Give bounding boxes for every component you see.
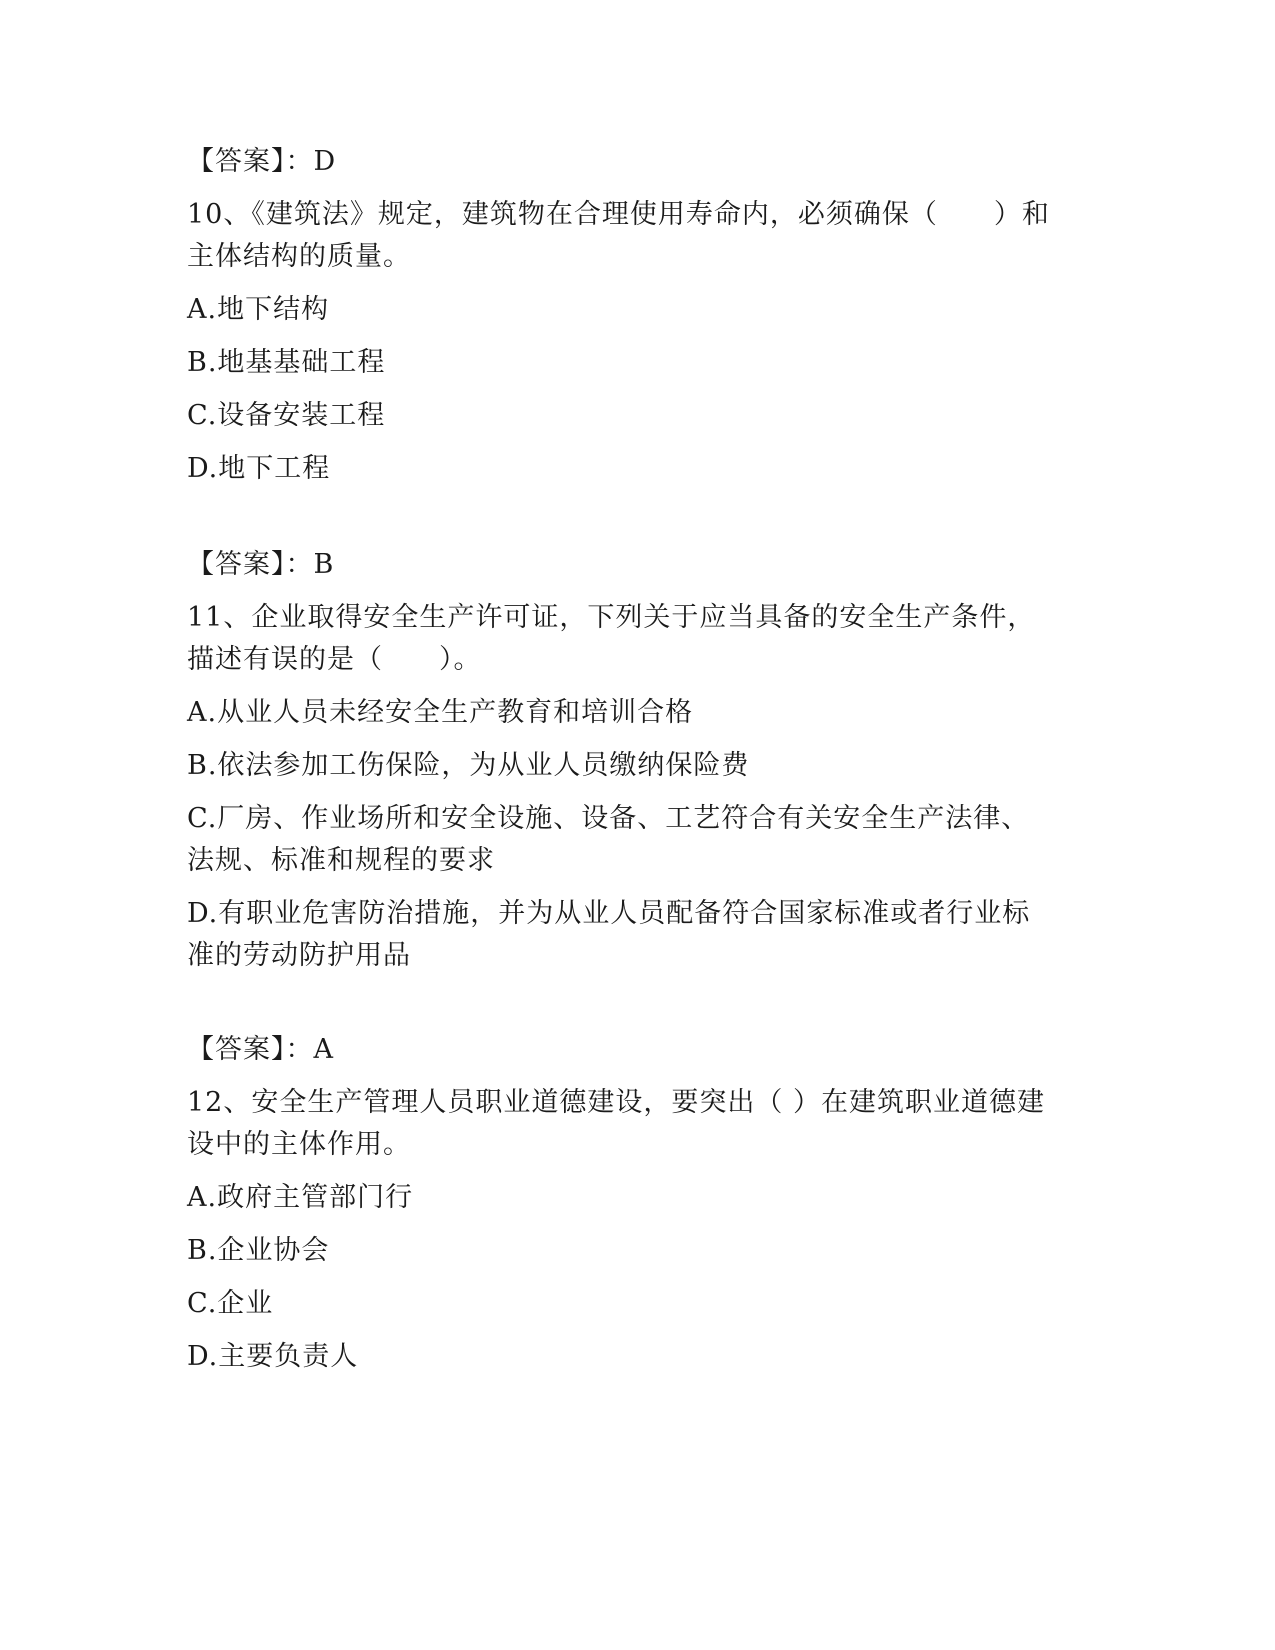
question-12-option-b: B.企业协会 xyxy=(187,1235,330,1266)
question-12-line-1: 12、安全生产管理人员职业道德建设，要突出（ ）在建筑职业道德建 xyxy=(187,1087,1045,1118)
question-11-option-b: B.依法参加工伤保险，为从业人员缴纳保险费 xyxy=(187,750,750,781)
question-11-line-2: 描述有误的是（ ）。 xyxy=(187,644,482,675)
question-10-option-b: B.地基基础工程 xyxy=(187,347,386,378)
question-12-line-2: 设中的主体作用。 xyxy=(187,1129,411,1160)
question-10-option-c: C.设备安装工程 xyxy=(187,400,386,431)
question-10-line-1: 10、《建筑法》规定，建筑物在合理使用寿命内，必须确保（ ）和 xyxy=(187,199,1050,230)
question-11-option-c-line-2: 法规、标准和规程的要求 xyxy=(187,845,495,876)
question-12-option-d: D.主要负责人 xyxy=(187,1341,359,1372)
question-11-line-1: 11、企业取得安全生产许可证，下列关于应当具备的安全生产条件， xyxy=(187,602,1036,633)
question-10-option-d: D.地下工程 xyxy=(187,453,331,484)
answer-line: 【答案】：D xyxy=(187,146,337,177)
question-11-option-d-line-2: 准的劳动防护用品 xyxy=(187,940,411,971)
answer-line: 【答案】：B xyxy=(187,549,335,580)
question-11-option-d-line-1: D.有职业危害防治措施，并为从业人员配备符合国家标准或者行业标 xyxy=(187,898,1031,929)
question-11-option-c-line-1: C.厂房、作业场所和安全设施、设备、工艺符合有关安全生产法律、 xyxy=(187,803,1030,834)
question-10-option-a: A.地下结构 xyxy=(187,294,330,325)
answer-line: 【答案】：A xyxy=(187,1034,334,1065)
question-12-option-a: A.政府主管部门行 xyxy=(187,1182,414,1213)
question-11-option-a: A.从业人员未经安全生产教育和培训合格 xyxy=(187,697,694,728)
question-10-line-2: 主体结构的质量。 xyxy=(187,241,411,272)
question-12-option-c: C.企业 xyxy=(187,1288,274,1319)
